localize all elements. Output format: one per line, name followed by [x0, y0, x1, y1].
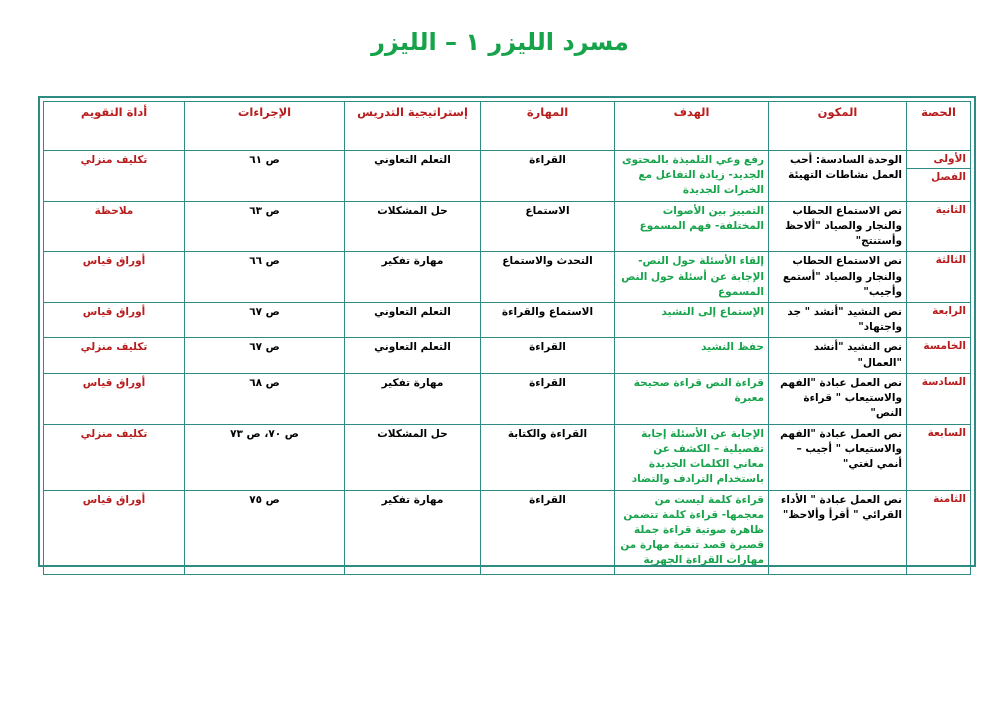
table-row — [44, 151, 971, 202]
table-row — [44, 373, 971, 424]
table-row — [44, 490, 971, 574]
page-title: مسرد الليزر ١ – الليزر — [371, 28, 629, 56]
session-cell — [907, 490, 971, 574]
evaluation-cell: ملاحظة — [44, 201, 185, 252]
procedures-cell: ص ٦٧ — [185, 338, 345, 373]
goal-cell: حفظ النشيد — [615, 338, 769, 373]
lesson-plan-table — [43, 101, 971, 575]
procedures-cell: ص ٦٨ — [185, 373, 345, 424]
session-name: السابعة — [927, 426, 966, 439]
session-cell — [907, 201, 971, 252]
session-cell — [907, 373, 971, 424]
skill-cell: القراءة — [481, 373, 615, 424]
strategy-cell: حل المشكلات — [345, 424, 481, 490]
procedures-cell: ص ٦٧ — [185, 302, 345, 337]
goal-cell: رفع وعي التلميذة بالمحتوى الجديد- زيادة التفاعل مع الخبرات الجديدة — [615, 151, 769, 202]
skill-cell: التحدث والاستماع — [481, 252, 615, 303]
session-name: الثالثة — [935, 254, 966, 267]
table-row — [44, 252, 971, 303]
header-strategy: إستراتيجية التدريس — [345, 102, 481, 151]
session-name: الثامنة — [933, 492, 966, 505]
session-cell — [907, 424, 971, 490]
skill-cell: الاستماع — [481, 201, 615, 252]
goal-cell: قراءة كلمة ليست من معجمها- قراءة كلمة تتضمن ظاهرة صوتية قراءة جملة قصيرة قصد تنمية مهارة من مهارات القراءة الجهرية — [615, 490, 769, 574]
header-row — [44, 102, 971, 151]
goal-cell: إلقاء الأسئلة حول النص- الإجابة عن أسئلة حول النص المسموع — [615, 252, 769, 303]
component-cell: نص العمل عبادة " الأداء القرائي " أقرأ وألاحظ" — [769, 490, 907, 574]
goal-cell: التمييز بين الأصوات المختلفة- فهم المسموع — [615, 201, 769, 252]
skill-cell: القراءة — [481, 338, 615, 373]
evaluation-cell: أوراق قياس — [44, 373, 185, 424]
component-cell: نص النشيد "أنشد "العمال" — [769, 338, 907, 373]
component-cell: الوحدة السادسة: أحب العمل نشاطات التهيئة — [769, 151, 907, 202]
session-name: الرابعة — [932, 304, 966, 317]
session-cell — [907, 302, 971, 337]
lesson-plan-frame — [38, 96, 976, 567]
table-row — [44, 201, 971, 252]
component-cell: نص العمل عبادة "الفهم والاستيعاب " قراءة النص" — [769, 373, 907, 424]
session-cell — [907, 151, 971, 202]
table-row — [44, 302, 971, 337]
session-name: الثانية — [935, 203, 966, 216]
session-name: السادسة — [921, 375, 966, 388]
strategy-cell: مهارة تفكير — [345, 373, 481, 424]
session-name: الأولى — [933, 153, 966, 165]
evaluation-cell: تكليف منزلي — [44, 338, 185, 373]
evaluation-cell: أوراق قياس — [44, 302, 185, 337]
header-goal: الهدف — [615, 102, 769, 151]
strategy-cell: حل المشكلات — [345, 201, 481, 252]
procedures-cell: ص ٦٣ — [185, 201, 345, 252]
skill-cell: القراءة والكتابة — [481, 424, 615, 490]
strategy-cell: التعلم التعاوني — [345, 302, 481, 337]
evaluation-cell: أوراق قياس — [44, 490, 185, 574]
header-skill: المهارة — [481, 102, 615, 151]
procedures-cell: ص ٧٠، ص ٧٣ — [185, 424, 345, 490]
procedures-cell: ص ٧٥ — [185, 490, 345, 574]
strategy-cell: التعلم التعاوني — [345, 151, 481, 202]
component-cell: نص النشيد "أنشد " جد واجتهاد" — [769, 302, 907, 337]
component-cell: نص الاستماع الحطاب والنجار والصياد "ألاحظ وأستنتج" — [769, 201, 907, 252]
evaluation-cell: تكليف منزلي — [44, 424, 185, 490]
strategy-cell: التعلم التعاوني — [345, 338, 481, 373]
evaluation-cell: أوراق قياس — [44, 252, 185, 303]
goal-cell: الإستماع إلى النشيد — [615, 302, 769, 337]
header-session: الحصة — [907, 102, 971, 151]
strategy-cell: مهارة تفكير — [345, 252, 481, 303]
session-name: الخامسة — [923, 340, 966, 353]
procedures-cell: ص ٦٦ — [185, 252, 345, 303]
component-cell: نص الاستماع الحطاب والنجار والصياد "أستمع وأجيب" — [769, 252, 907, 303]
procedures-cell: ص ٦١ — [185, 151, 345, 202]
evaluation-cell: تكليف منزلي — [44, 151, 185, 202]
header-component: المكون — [769, 102, 907, 151]
table-row — [44, 424, 971, 490]
skill-cell: الاستماع والقراءة — [481, 302, 615, 337]
skill-cell: القراءة — [481, 151, 615, 202]
session-sub: الفصل — [907, 168, 970, 186]
session-cell — [907, 252, 971, 303]
strategy-cell: مهارة تفكير — [345, 490, 481, 574]
component-cell: نص العمل عبادة "الفهم والاستيعاب " أجيب – أنمي لغتي" — [769, 424, 907, 490]
goal-cell: الإجابة عن الأسئلة إجابة تفصيلية – الكشف عن معاني الكلمات الجديدة باستخدام الترادف والتضاد — [615, 424, 769, 490]
header-procedures: الإجراءات — [185, 102, 345, 151]
header-evaluation: أداة التقويم — [44, 102, 185, 151]
table-row — [44, 338, 971, 373]
session-cell — [907, 338, 971, 373]
goal-cell: قراءة النص قراءة صحيحة معبرة — [615, 373, 769, 424]
skill-cell: القراءة — [481, 490, 615, 574]
